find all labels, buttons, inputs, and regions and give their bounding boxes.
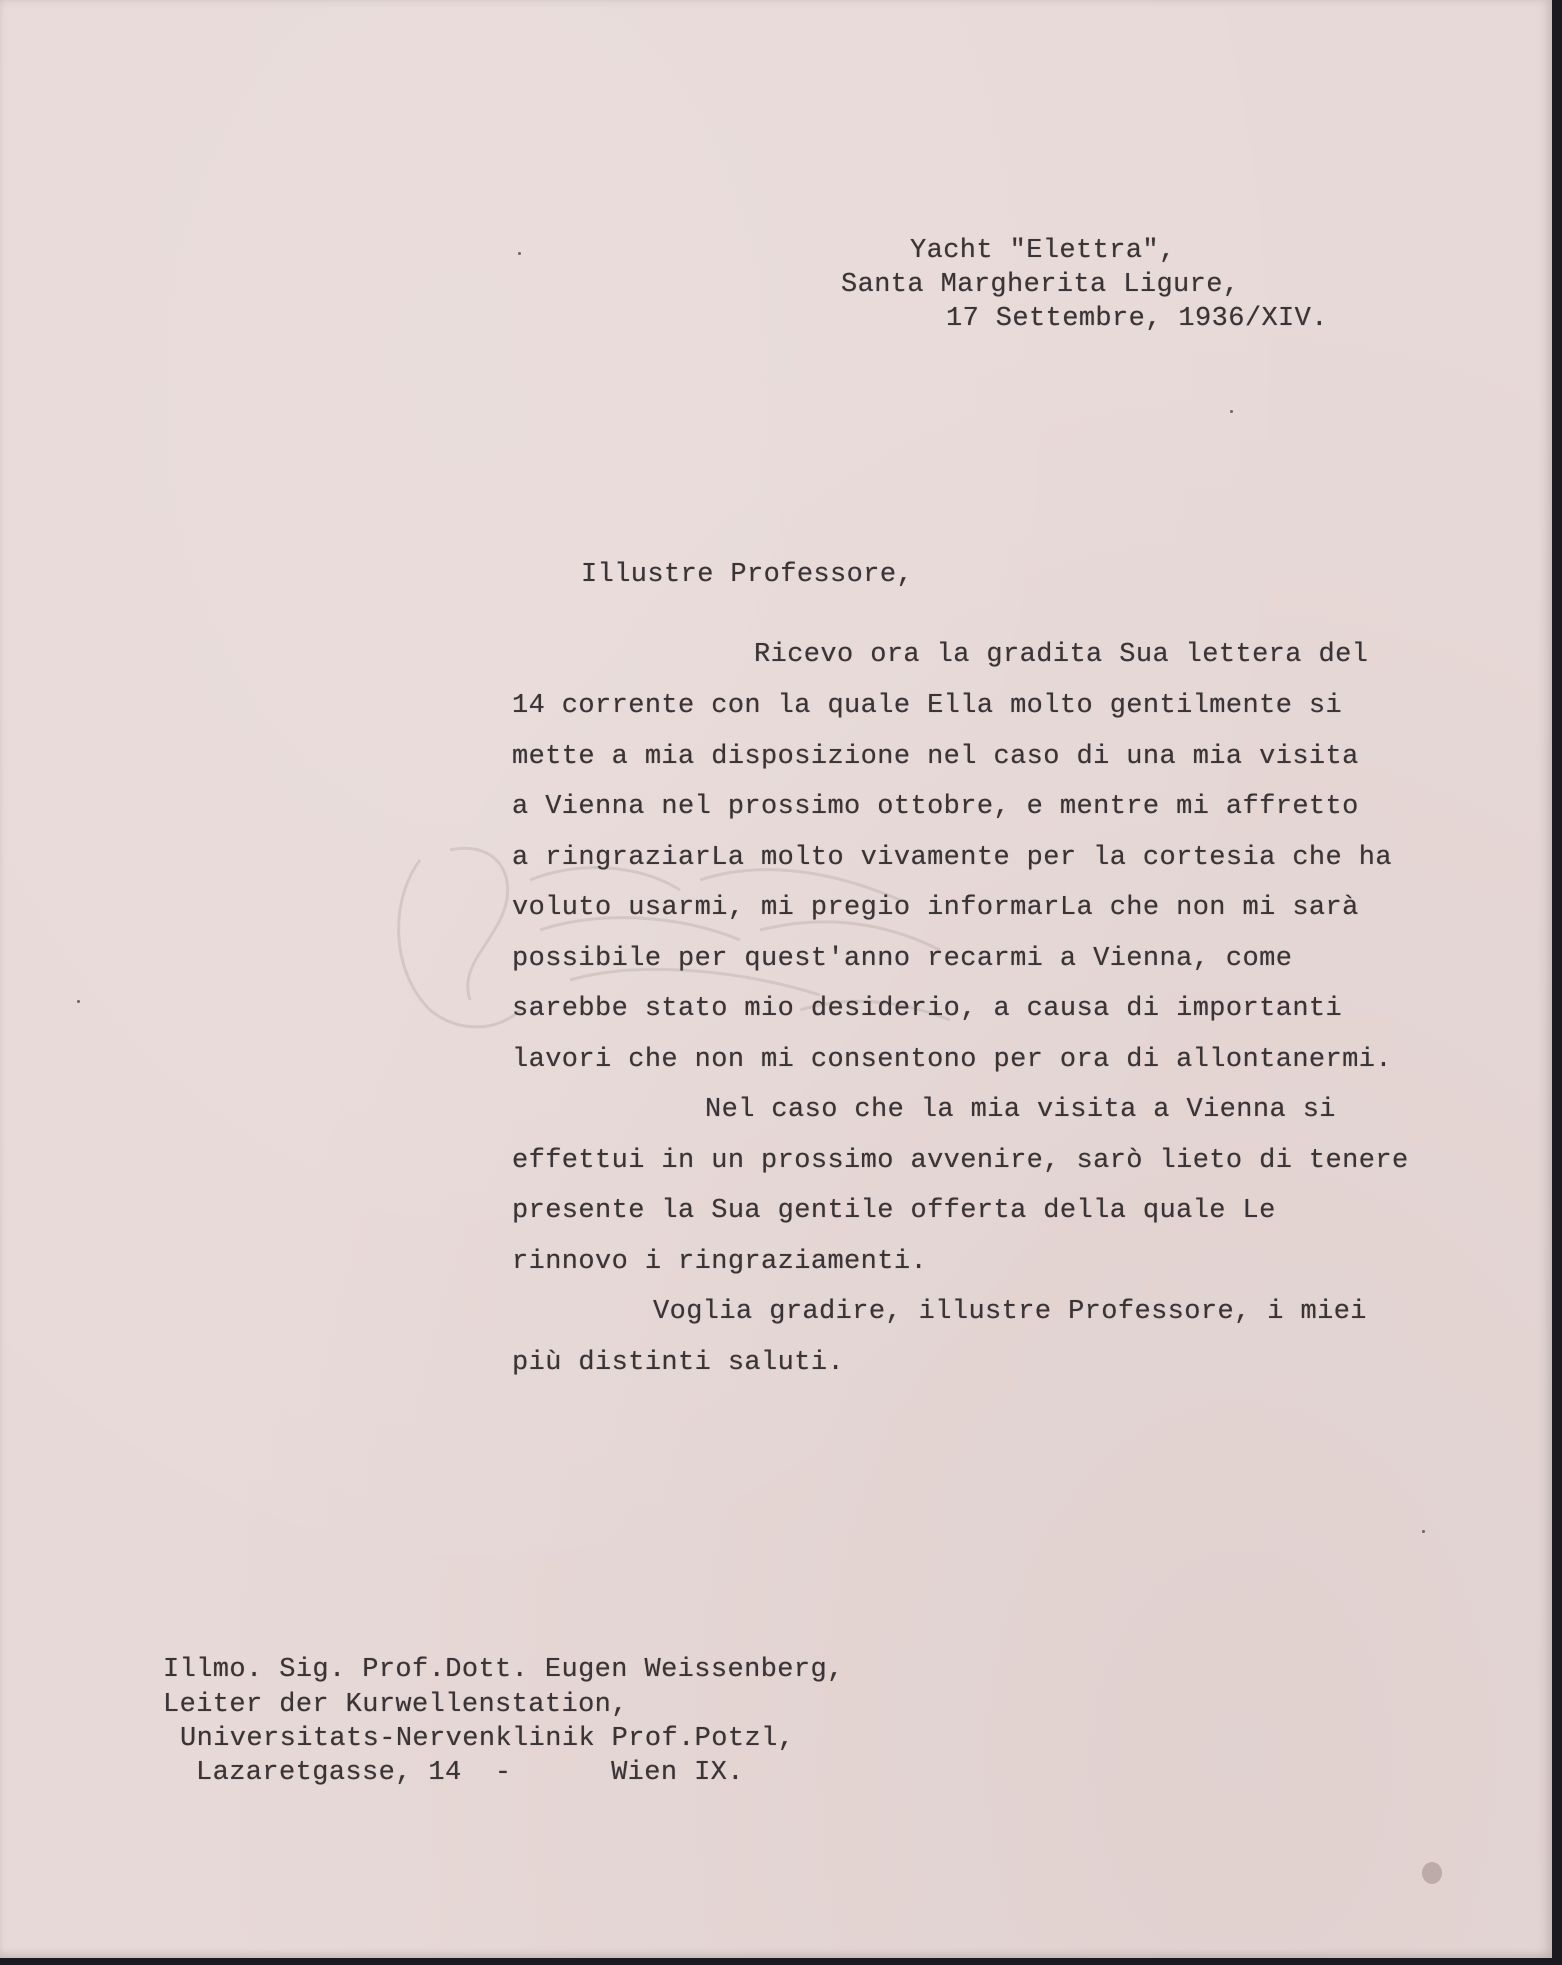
body-line: effettui in un prossimo avvenire, sarò lieto di tenere xyxy=(512,1146,1409,1176)
heading-location: Yacht "Elettra", xyxy=(910,236,1176,266)
scan-border-bottom xyxy=(0,1958,1562,1965)
body-line: Ricevo ora la gradita Sua lettera del xyxy=(754,640,1369,670)
body-line: Nel caso che la mia visita a Vienna si xyxy=(705,1095,1336,1125)
body-line: possibile per quest'anno recarmi a Vienna, come xyxy=(512,944,1293,974)
body-line: lavori che non mi consentono per ora di allontanermi. xyxy=(512,1045,1392,1075)
paper-speck xyxy=(77,1000,80,1003)
paper-speck xyxy=(1230,410,1233,413)
scan-border-right xyxy=(1552,0,1562,1965)
body-line: a Vienna nel prossimo ottobre, e mentre mi affretto xyxy=(512,792,1359,822)
body-line: sarebbe stato mio desiderio, a causa di importanti xyxy=(512,994,1343,1024)
heading-date: 17 Settembre, 1936/XIV. xyxy=(946,304,1328,334)
letter-heading xyxy=(0,236,1562,386)
paper-speck xyxy=(518,252,521,255)
body-line: rinnovo i ringraziamenti. xyxy=(512,1247,928,1277)
address-line: Leiter der Kurwellenstation, xyxy=(163,1690,628,1720)
paper-stain xyxy=(1422,1862,1442,1884)
body-line: più distinti saluti. xyxy=(512,1348,845,1378)
address-line: Universitats-Nervenklinik Prof.Potzl, xyxy=(180,1724,795,1754)
body-line: voluto usarmi, mi pregio informarLa che non mi sarà xyxy=(512,893,1359,923)
body-line: presente la Sua gentile offerta della quale Le xyxy=(512,1196,1276,1226)
salutation: Illustre Professore, xyxy=(581,560,914,590)
body-line: Voglia gradire, illustre Professore, i miei xyxy=(653,1297,1367,1327)
address-line: Lazaretgasse, 14 - Wien IX. xyxy=(196,1758,744,1788)
body-line: mette a mia disposizione nel caso di una mia visita xyxy=(512,742,1359,772)
body-line: a ringraziarLa molto vivamente per la cortesia che ha xyxy=(512,843,1392,873)
address-line: Illmo. Sig. Prof.Dott. Eugen Weissenberg, xyxy=(163,1655,844,1685)
paper-speck xyxy=(1422,1530,1425,1533)
body-line: 14 corrente con la quale Ella molto gentilmente si xyxy=(512,691,1343,721)
heading-city: Santa Margherita Ligure, xyxy=(841,270,1240,300)
